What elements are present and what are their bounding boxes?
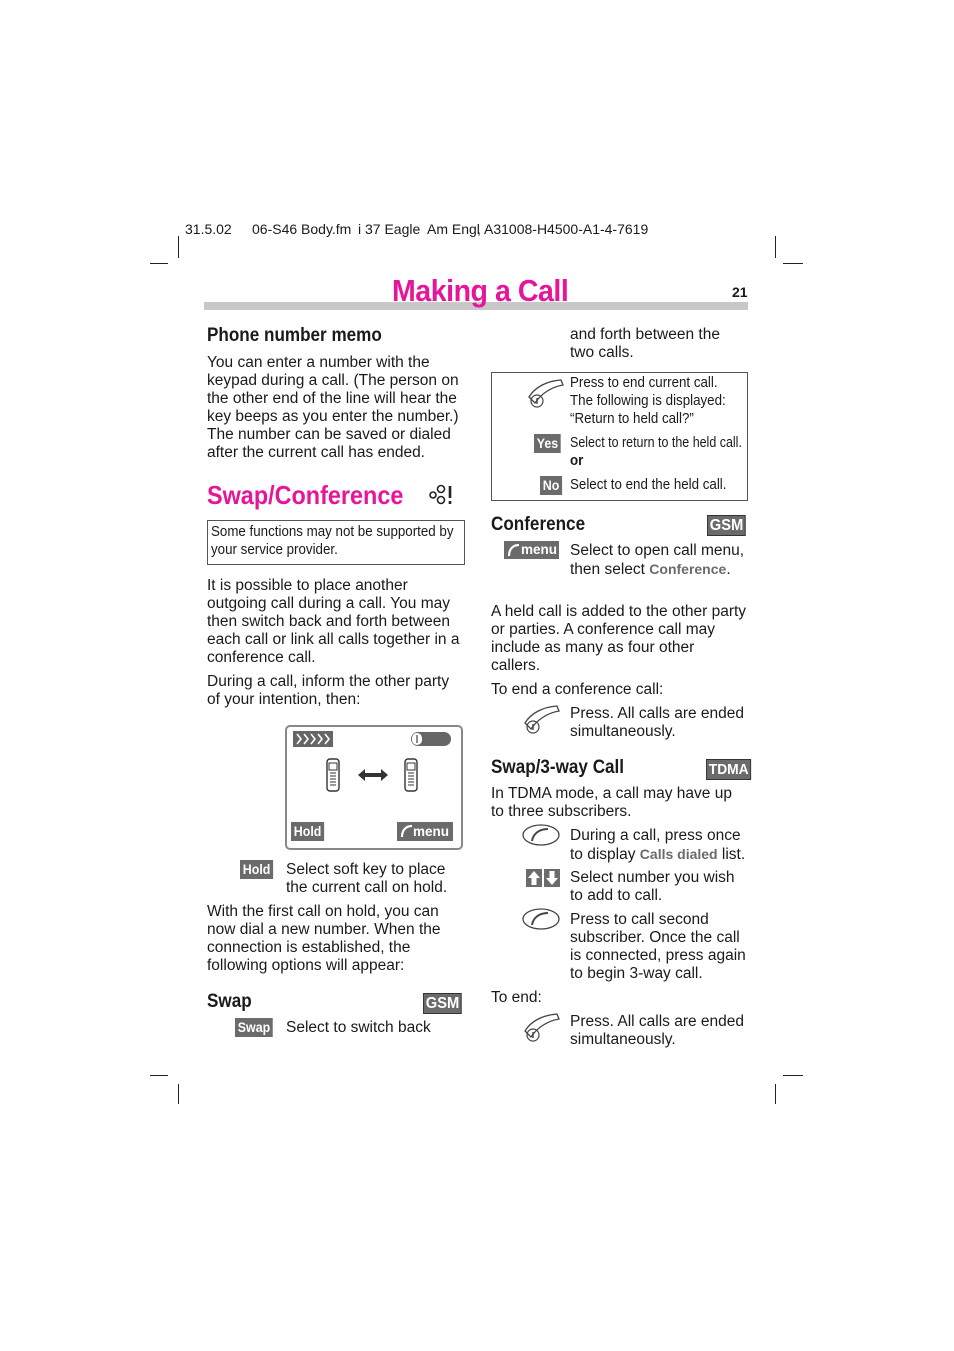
memo-text: You can enter a number with the keypad during a call. (The person on the other end of the line will hear the key beeps as you enter the number.) The number can be saved or dialed after the current call has ended. bbox=[207, 354, 459, 461]
swap-heading: Swap bbox=[207, 991, 252, 1012]
yes-description: Select to return to the held call. bbox=[570, 435, 742, 451]
crop-mark bbox=[150, 263, 168, 264]
signal-strength-icon bbox=[293, 731, 333, 747]
swap-arrows-icon bbox=[358, 768, 388, 782]
crop-mark bbox=[178, 1084, 179, 1104]
crop-mark bbox=[783, 263, 803, 264]
network-service-icon bbox=[425, 484, 455, 506]
page-number: 21 bbox=[732, 284, 748, 300]
crop-mark bbox=[775, 236, 776, 258]
header-model: i 37 Eagle bbox=[358, 221, 421, 237]
yes-key[interactable]: Yes bbox=[534, 434, 561, 453]
header-code: , A31008-H4500-A1-4-7619 bbox=[477, 221, 649, 237]
intro-paragraph: It is possible to place another outgoing call during a call. You may then switch back and forth between each call or link all calls together in a conference call. bbox=[207, 577, 460, 666]
phone-display bbox=[285, 725, 463, 850]
conference-end-label: To end a conference call: bbox=[491, 681, 664, 698]
navigation-keys-icon bbox=[526, 869, 560, 887]
display-softkey-menu-label: menu bbox=[413, 824, 450, 839]
swap-description: Select to switch back bbox=[286, 1019, 431, 1036]
end-call-line2: The following is displayed: bbox=[570, 393, 726, 409]
hold-key[interactable]: Hold bbox=[240, 860, 273, 879]
swap-conference-heading: Swap/Conference bbox=[207, 480, 404, 510]
swap-key[interactable]: Swap bbox=[235, 1018, 273, 1037]
crop-mark bbox=[150, 1075, 168, 1076]
to-end-label: To end: bbox=[491, 989, 542, 1006]
crop-mark bbox=[783, 1075, 803, 1076]
conference-paragraph: A held call is added to the other party or parties. A conference call may include as many as four other callers. bbox=[491, 603, 747, 674]
inform-paragraph: During a call, inform the other party of your intention, then: bbox=[207, 673, 450, 708]
crop-mark bbox=[775, 1084, 776, 1104]
note-box bbox=[207, 520, 465, 565]
three-way-heading: Swap/3-way Call bbox=[491, 757, 625, 778]
menu-key-label: menu bbox=[521, 542, 558, 557]
no-key[interactable]: No bbox=[540, 476, 562, 495]
note-text: Some functions may not be supported by your service provider. bbox=[211, 524, 454, 558]
swap-description-cont: and forth between the two calls. bbox=[570, 326, 720, 361]
end-description: Press. All calls are ended simultaneously. bbox=[570, 1013, 745, 1048]
crop-mark bbox=[178, 236, 179, 258]
step2-description: Select number you wish to add to call. bbox=[570, 869, 735, 904]
tdma-paragraph: In TDMA mode, a call may have up to three subscribers. bbox=[491, 785, 732, 820]
display-softkey-menu[interactable] bbox=[397, 822, 453, 841]
gsm-badge: GSM bbox=[423, 993, 462, 1014]
phone-handset-icon bbox=[403, 758, 419, 792]
tdma-badge: TDMA bbox=[706, 759, 751, 780]
battery-icon bbox=[410, 731, 452, 747]
header-lang: Am Engl bbox=[427, 221, 480, 237]
header-date: 31.5.02 bbox=[185, 221, 232, 237]
end-call-key-icon bbox=[521, 703, 561, 739]
calls-dialed-item: Calls dialed bbox=[639, 846, 718, 862]
end-call-key-icon bbox=[521, 1011, 561, 1047]
end-call-line1: Press to end current call. bbox=[570, 375, 718, 391]
or-label: or bbox=[570, 453, 584, 469]
page-title: Making a Call bbox=[392, 273, 569, 308]
step1-end: list. bbox=[717, 846, 746, 863]
menu-description-text: Select to open call menu, then select bbox=[570, 542, 745, 578]
step1-text: During a call, press once to display bbox=[570, 827, 741, 863]
conference-heading: Conference bbox=[491, 514, 586, 535]
menu-key[interactable] bbox=[504, 541, 559, 559]
no-description: Select to end the held call. bbox=[570, 477, 727, 493]
menu-description-end: . bbox=[726, 561, 731, 578]
phone-handset-icon bbox=[325, 758, 341, 792]
hold-description: Select soft key to place the current call on hold. bbox=[286, 861, 448, 896]
memo-heading: Phone number memo bbox=[207, 325, 382, 346]
call-key-icon bbox=[521, 823, 561, 847]
call-key-icon bbox=[521, 907, 561, 931]
end-call-key-icon bbox=[525, 377, 565, 413]
end-call-box bbox=[491, 372, 748, 501]
menu-description bbox=[570, 542, 746, 579]
step3-description: Press to call second subscriber. Once the call is connected, press again to begin 3-way call. bbox=[570, 911, 746, 982]
call-key-icon bbox=[400, 824, 414, 839]
conference-end-description: Press. All calls are ended simultaneously. bbox=[570, 705, 745, 740]
gsm-badge: GSM bbox=[707, 515, 746, 536]
end-call-line3: “Return to held call?” bbox=[570, 411, 694, 427]
display-softkey-hold[interactable]: Hold bbox=[291, 822, 324, 841]
step1-description bbox=[570, 827, 748, 864]
call-key-icon bbox=[507, 543, 521, 557]
header-file: 06-S46 Body.fm bbox=[252, 221, 352, 237]
conference-menu-item: Conference bbox=[649, 561, 727, 577]
first-call-paragraph: With the first call on hold, you can now dial a new number. When the connection is established, the following options will appear: bbox=[207, 903, 441, 974]
